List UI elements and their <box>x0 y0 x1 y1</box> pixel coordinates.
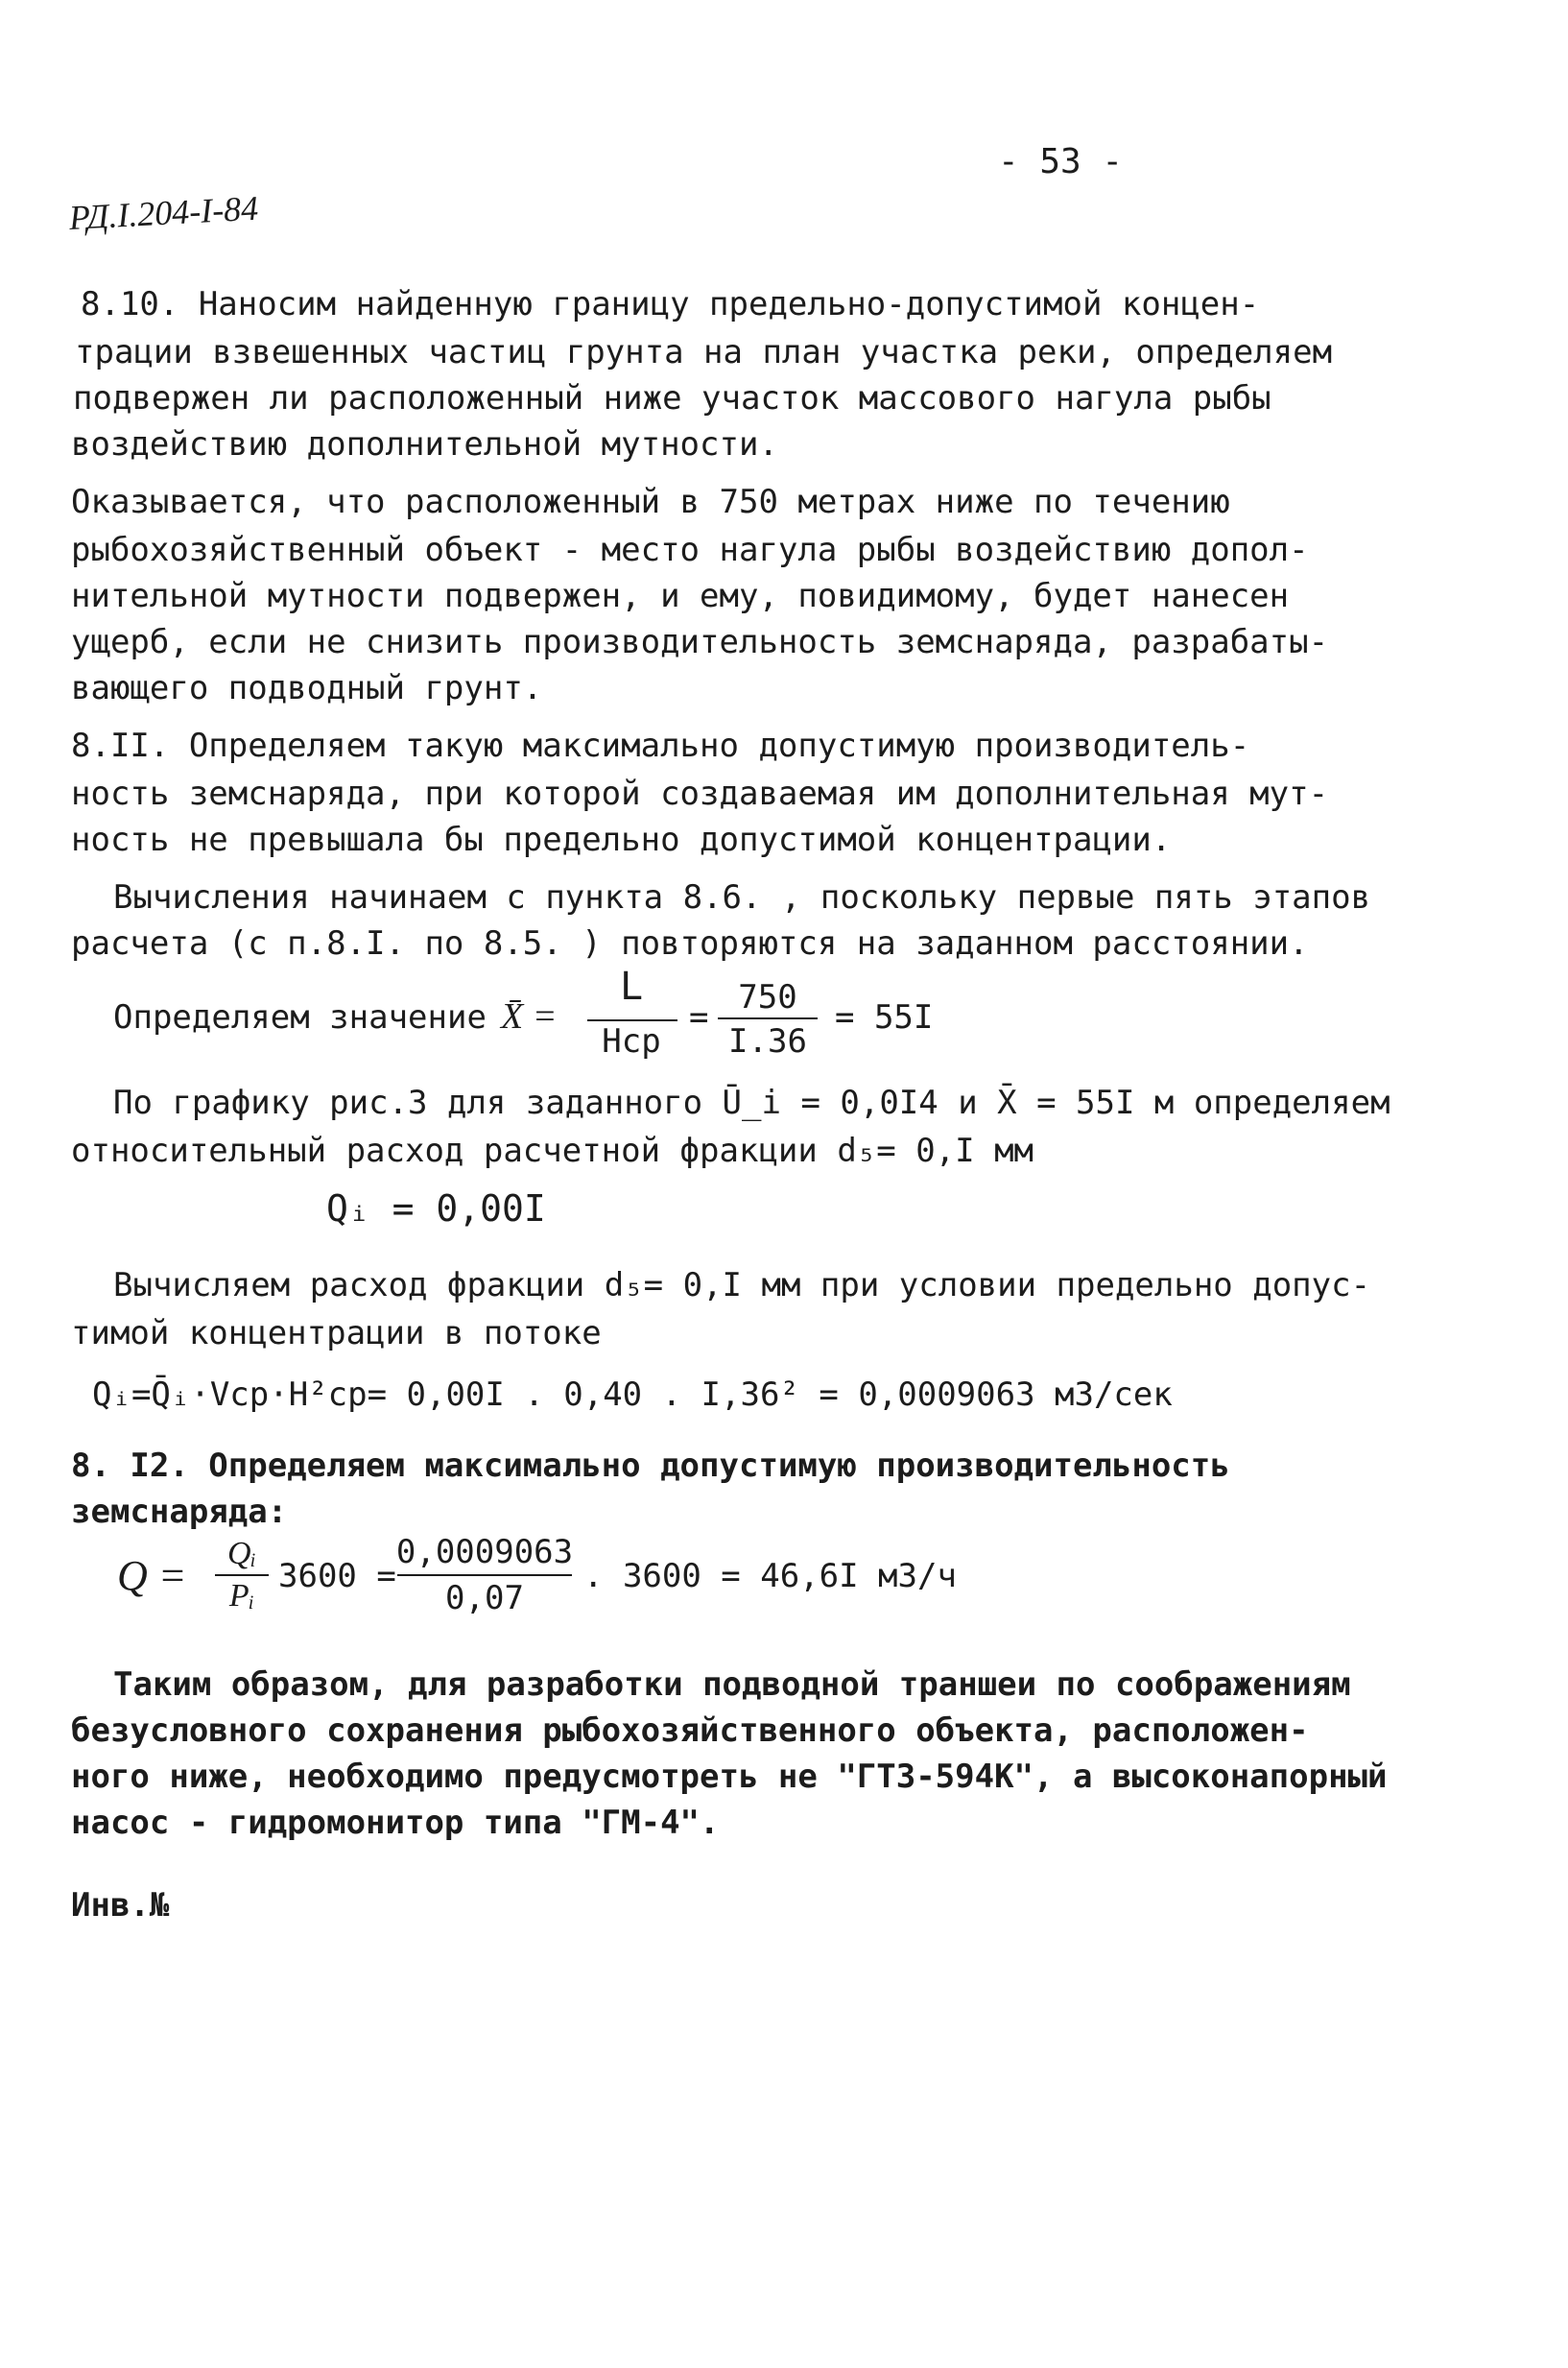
equation-multiplier: 3600 = <box>278 1557 396 1595</box>
text-line: насос - гидромонитор типа "ГМ-4". <box>71 1804 720 1842</box>
fraction-bar <box>587 1019 677 1021</box>
equation-qi: Qᵢ = 0,00I <box>326 1187 546 1230</box>
text-line: вающего подводный грунт. <box>71 669 543 707</box>
equation-lhs: X̄ = <box>501 996 558 1037</box>
fraction-denominator: Нср <box>602 1022 661 1061</box>
text-line: Таким образом, для разработки подводной траншеи по соображениям <box>113 1665 1351 1704</box>
equation-qi-flow: Qᵢ=Q̄ᵢ·Vср·H²ср= 0,00I . 0,40 . I,36² = 0,0009063 м3/сек <box>92 1375 1173 1414</box>
fraction-bar <box>397 1574 572 1576</box>
text-line: трации взвешенных частиц грунта на план участка реки, определяем <box>75 333 1333 371</box>
text-line: 8.10. Наносим найденную границу предельно-допустимой концен- <box>81 285 1260 323</box>
text-line: рыбохозяйственный объект - место нагула рыбы воздействию допол- <box>71 531 1309 569</box>
text-line: 8.II. Определяем такую максимально допустимую производитель- <box>71 727 1250 765</box>
fraction-denominator: 0,07 <box>445 1579 524 1617</box>
text-line: По графику рис.3 для заданного Ū_i = 0,0I4 и X̄ = 55I м определяем <box>113 1084 1390 1122</box>
fraction-numerator: Qᵢ <box>227 1536 256 1571</box>
equation-result: . 3600 = 46,6I м3/ч <box>583 1557 957 1595</box>
text-line: ущерб, если не снизить производительность земснаряда, разрабаты- <box>71 623 1329 661</box>
text-line: земснаряда: <box>71 1493 288 1531</box>
fraction-numerator: 0,0009063 <box>395 1533 574 1571</box>
text-line: подвержен ли расположенный ниже участок массового нагула рыбы <box>73 379 1271 418</box>
text-line: тимой концентрации в потоке <box>71 1314 602 1352</box>
text-line: воздействию дополнительной мутности. <box>71 425 778 464</box>
text-line: ность не превышала бы предельно допустимой концентрации. <box>71 821 1172 859</box>
equation-lhs: Q = <box>117 1552 187 1599</box>
text-line: 8. I2. Определяем максимально допустимую производительность <box>71 1447 1230 1485</box>
page-number: - 53 - <box>998 142 1124 181</box>
text-line: нительной мутности подвержен, и ему, повидимому, будет нанесен <box>71 577 1290 615</box>
text-line: Вычисления начинаем с пункта 8.6. , поскольку первые пять этапов <box>113 878 1371 917</box>
equals-sign: = <box>689 998 709 1037</box>
text-line: Оказывается, что расположенный в 750 метрах ниже по течению <box>71 483 1230 521</box>
text-line: расчета (с п.8.I. по 8.5. ) повторяются на заданном расстоянии. <box>71 924 1309 963</box>
text-line: ного ниже, необходимо предусмотреть не "ГТЗ-594К", а высоконапорный <box>71 1758 1388 1796</box>
text-line: ность земснаряда, при которой создаваемая им дополнительная мут- <box>71 775 1329 813</box>
fraction-bar <box>215 1574 269 1576</box>
document-code: РД.I.204-I-84 <box>67 188 260 237</box>
fraction-numerator: 750 <box>738 978 797 1017</box>
text-line: относительный расход расчетной фракции d₅= 0,I мм <box>71 1132 1034 1170</box>
text-line: безусловного сохранения рыбохозяйственного объекта, расположен- <box>71 1711 1309 1750</box>
fraction-numerator: L <box>619 965 644 1009</box>
inventory-number-label: Инв.№ <box>71 1886 170 1925</box>
fraction-denominator: Pᵢ <box>228 1578 255 1614</box>
equation-label: Определяем значение <box>113 998 487 1037</box>
fraction-bar <box>718 1017 818 1019</box>
fraction-denominator: I.36 <box>728 1022 807 1061</box>
text-line: Вычисляем расход фракции d₅= 0,I мм при условии предельно допус- <box>113 1266 1371 1304</box>
equation-result: = 55I <box>835 998 934 1037</box>
